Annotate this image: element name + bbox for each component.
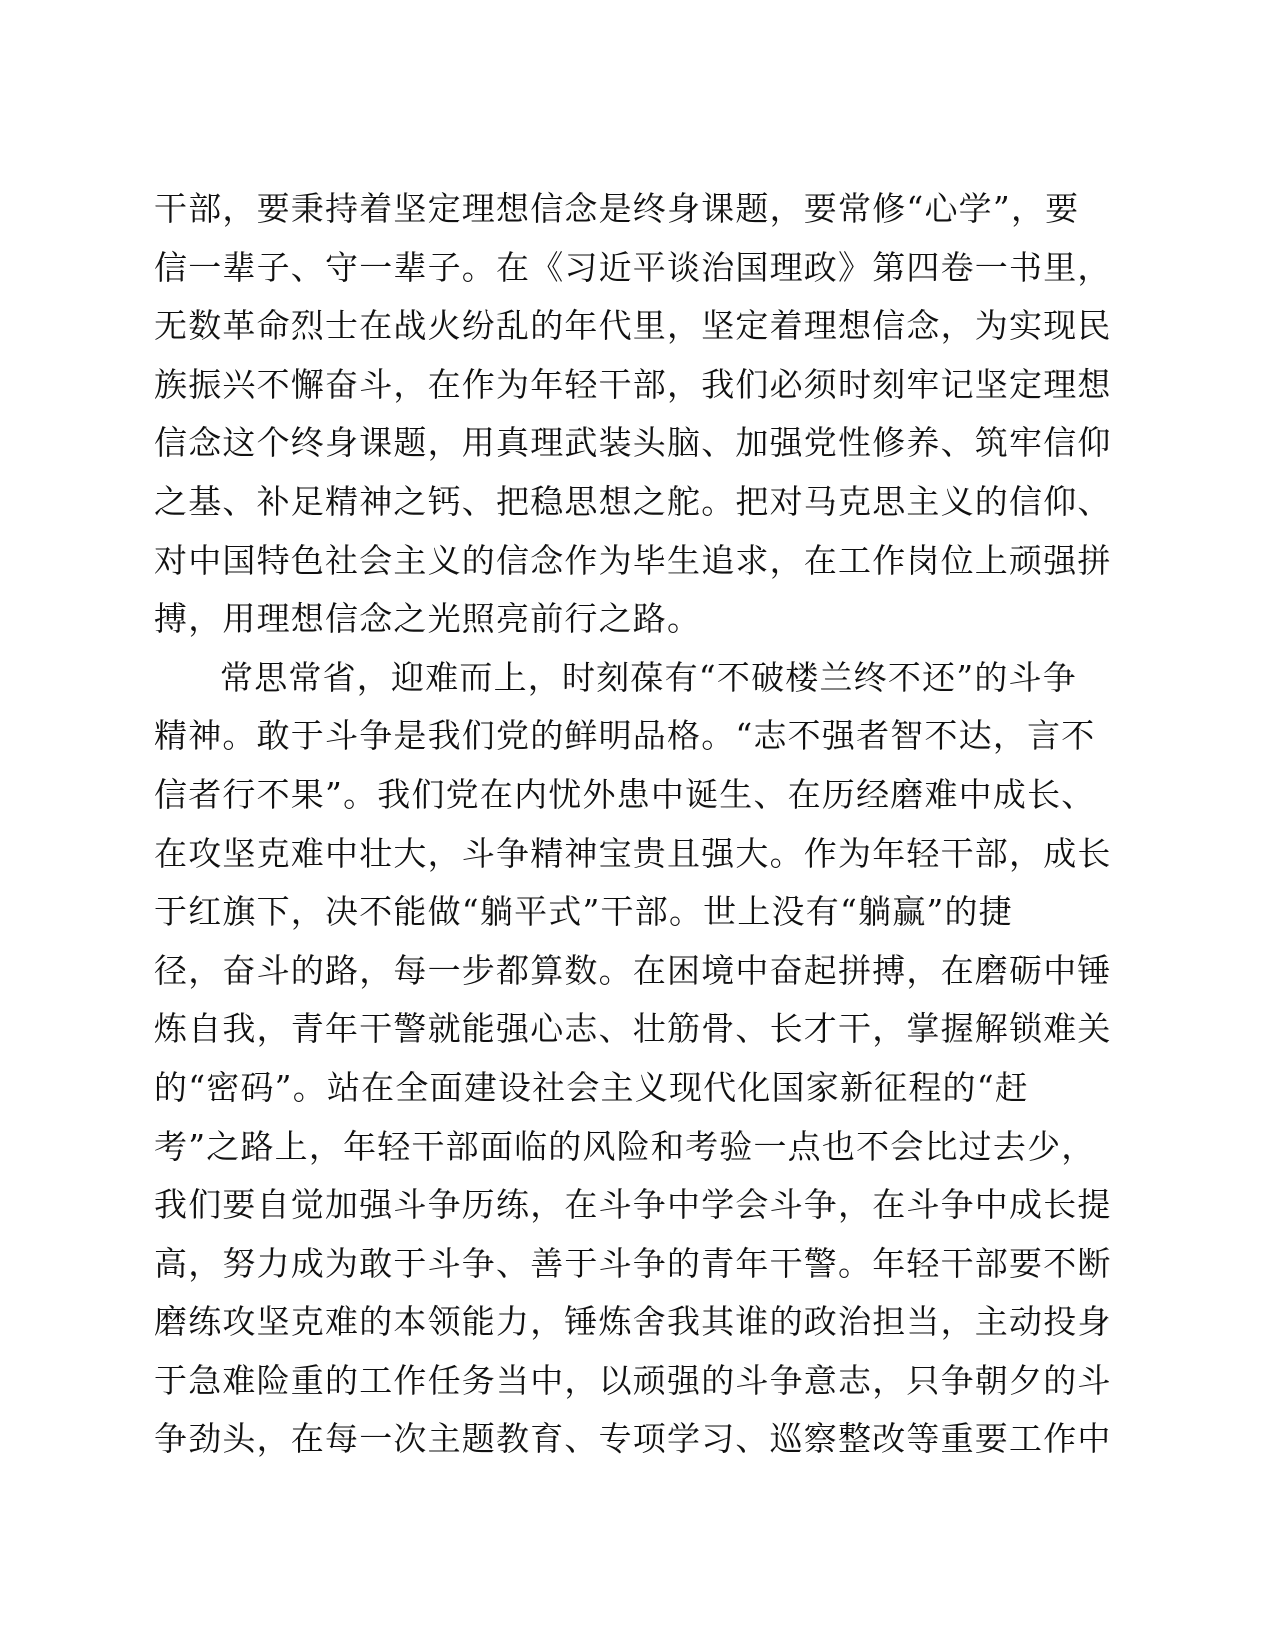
- text-line: 信念这个终身课题，用真理武装头脑、加强党性修养、筑牢信仰: [154, 423, 1112, 463]
- text-line: 我们要自觉加强斗争历练，在斗争中学会斗争，在斗争中成长提: [154, 1185, 1112, 1225]
- text-line: 于红旗下，决不能做“躺平式”干部。世上没有“躺赢”的捷: [154, 892, 1013, 932]
- text-line: 无数革命烈士在战火纷乱的年代里，坚定着理想信念，为实现民: [154, 306, 1112, 346]
- text-line: 族振兴不懈奋斗，在作为年轻干部，我们必须时刻牢记坚定理想: [154, 364, 1112, 404]
- text-line: 于急难险重的工作任务当中，以顽强的斗争意志，只争朝夕的斗: [154, 1360, 1112, 1400]
- text-line: 的“密码”。站在全面建设社会主义现代化国家新征程的“赶: [154, 1067, 1030, 1107]
- text-line: 干部，要秉持着坚定理想信念是终身课题，要常修“心学”，要: [154, 189, 1080, 228]
- text-line: 高，努力成为敢于斗争、善于斗争的青年干警。年轻干部要不断: [154, 1243, 1112, 1283]
- text-line: 搏，用理想信念之光照亮前行之路。: [154, 599, 702, 639]
- document-body: [154, 180, 1112, 1469]
- text-line: 炼自我，青年干警就能强心志、壮筋骨、长才干，掌握解锁难关: [154, 1009, 1112, 1049]
- text-line: 考”之路上，年轻干部面临的风险和考验一点也不会比过去少，: [154, 1126, 1096, 1166]
- text-line: 信一辈子、守一辈子。在《习近平谈治国理政》第四卷一书里，: [154, 247, 1112, 287]
- text-line: 径，奋斗的路，每一步都算数。在困境中奋起拼搏，在磨砺中锤: [154, 950, 1112, 990]
- paragraph-start-line: 常思常省，迎难而上，时刻葆有“不破楼兰终不还”的斗争: [220, 657, 1077, 697]
- text-line: 之基、补足精神之钙、把稳思想之舵。把对马克思主义的信仰、: [154, 481, 1112, 521]
- text-line: 信者行不果”。我们党在内忧外患中诞生、在历经磨难中成长、: [154, 774, 1096, 814]
- text-line: 在攻坚克难中壮大，斗争精神宝贵且强大。作为年轻干部，成长: [154, 833, 1112, 873]
- text-line: 磨练攻坚克难的本领能力，锤炼舍我其谁的政治担当，主动投身: [154, 1302, 1112, 1342]
- text-line: 精神。敢于斗争是我们党的鲜明品格。“志不强者智不达，言不: [154, 716, 1096, 756]
- text-line: 对中国特色社会主义的信念作为毕生追求，在工作岗位上顽强拼: [154, 540, 1112, 580]
- text-line: 争劲头，在每一次主题教育、专项学习、巡察整改等重要工作中: [154, 1419, 1112, 1459]
